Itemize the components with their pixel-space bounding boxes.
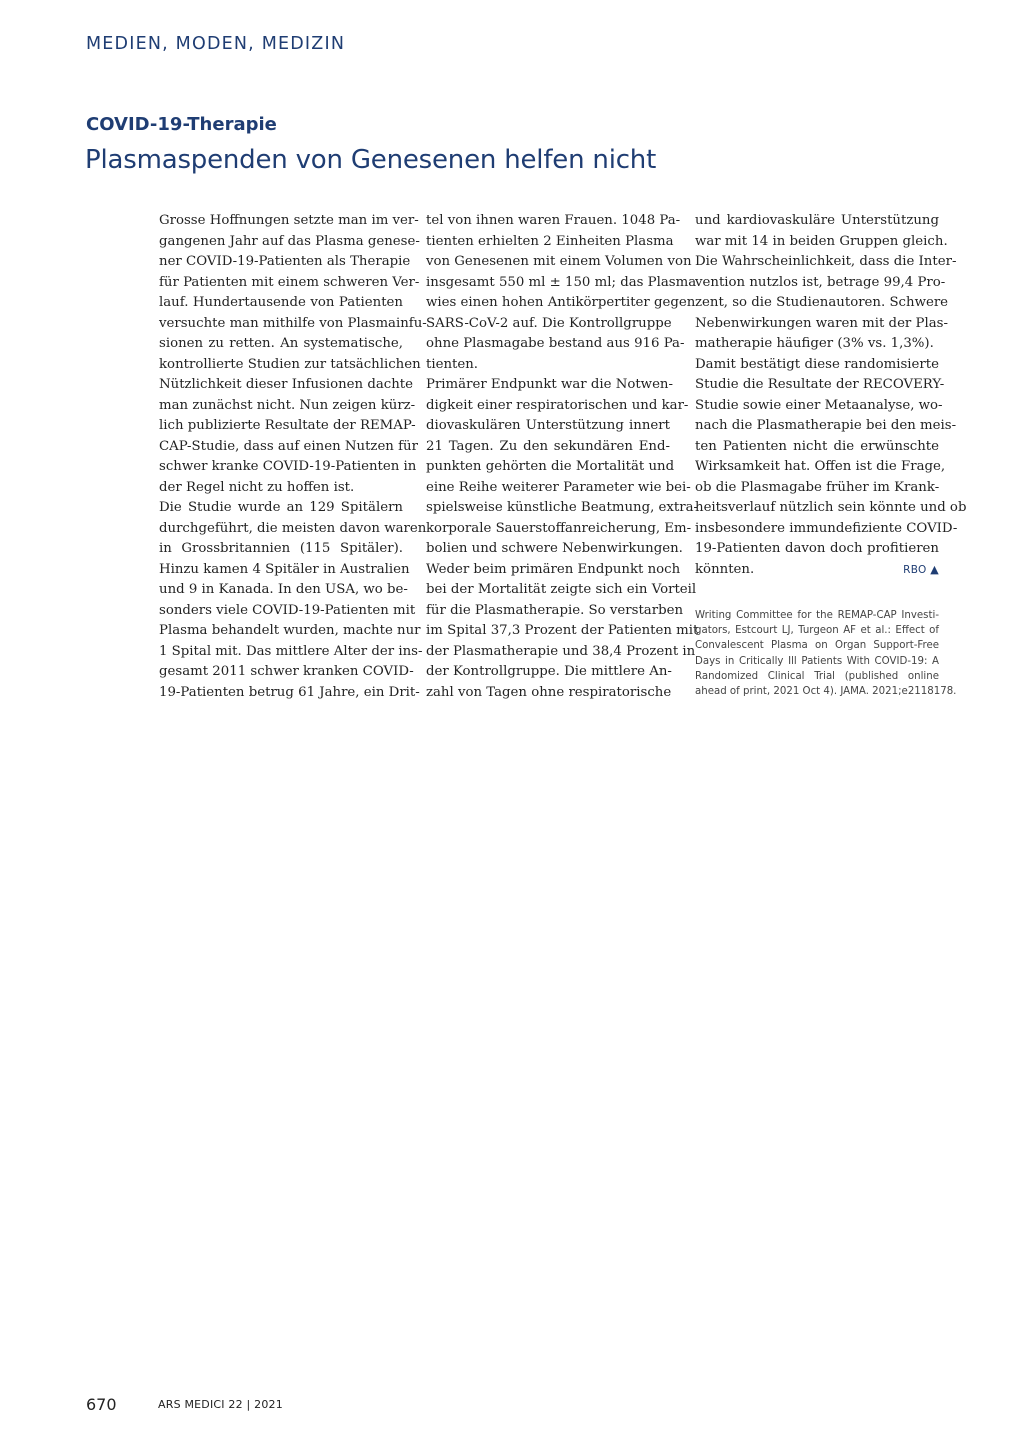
- column-text: [426, 211, 699, 703]
- text-line: in Grossbritannien (115 Spitäler).: [159, 541, 403, 556]
- reference-line: ahead of print, 2021 Oct 4). JAMA. 2021;e2118178.: [695, 686, 957, 698]
- text-line: Weder beim primären Endpunkt noch: [426, 561, 681, 577]
- text-line: versuchte man mithilfe von Plasmainfu-: [159, 315, 427, 331]
- text-line: zent, so die Studienautoren. Schwere: [695, 295, 949, 310]
- text-line: Nebenwirkungen waren mit der Plas-: [695, 315, 948, 331]
- text-line: der Regel nicht zu hoffen ist.: [159, 479, 355, 495]
- text-line: im Spital 37,3 Prozent der Patienten mit: [426, 623, 699, 638]
- reference-line: Writing Committee for the REMAP-CAP Investi-: [695, 610, 939, 621]
- page-number: 670: [86, 1395, 117, 1414]
- text-line: diovaskulären Unterstützung innert: [426, 418, 670, 433]
- text-line: ob die Plasmagabe früher im Krank-: [695, 479, 940, 495]
- text-line: schwer kranke COVID-19-Patienten in: [159, 459, 417, 474]
- text-line: war mit 14 in beiden Gruppen gleich.: [695, 233, 948, 249]
- text-line: tienten.: [426, 356, 479, 372]
- text-line: lauf. Hundertausende von Patienten: [159, 295, 403, 310]
- text-line: Nützlichkeit dieser Infusionen dachte: [159, 377, 413, 392]
- article-title: Plasmaspenden von Genesenen helfen nicht: [85, 145, 657, 175]
- text-line: 19-Patienten betrug 61 Jahre, ein Drit-: [159, 684, 420, 700]
- text-line: gangenen Jahr auf das Plasma genese-: [159, 233, 420, 249]
- text-line: insgesamt 550 ml ± 150 ml; das Plasma: [426, 274, 697, 290]
- text-line: ten Patienten nicht die erwünschte: [695, 438, 939, 454]
- text-line: nach die Plasmatherapie bei den meis-: [695, 418, 957, 433]
- text-line: durchgeführt, die meisten davon waren: [159, 520, 427, 536]
- text-line: insbesondere immundefiziente COVID-: [695, 520, 958, 536]
- text-line: bolien und schwere Nebenwirkungen.: [426, 541, 683, 556]
- text-line: eine Reihe weiterer Parameter wie bei-: [426, 479, 691, 495]
- reference-line: Randomized Clinical Trial (published online: [695, 670, 939, 682]
- column-text: [695, 211, 967, 580]
- text-column-3: [695, 211, 967, 580]
- text-line: SARS-CoV-2 auf. Die Kontrollgruppe: [426, 315, 672, 331]
- text-line: spielsweise künstliche Beatmung, extra-: [426, 500, 699, 515]
- text-line: 19-Patienten davon doch profitieren: [695, 541, 939, 556]
- text-line: gesamt 2011 schwer kranken COVID-: [159, 664, 414, 679]
- text-line: Studie die Resultate der RECOVERY-: [695, 377, 945, 392]
- text-line: tel von ihnen waren Frauen. 1048 Pa-: [426, 213, 681, 228]
- text-line: Grosse Hoffnungen setzte man im ver-: [159, 213, 419, 228]
- reference-line: gators, Estcourt LJ, Turgeon AF et al.: Effect of: [695, 625, 939, 637]
- column-text: [159, 211, 427, 703]
- text-column-1: [159, 211, 427, 703]
- text-line: korporale Sauerstoffanreicherung, Em-: [426, 520, 692, 536]
- text-line: bei der Mortalität zeigte sich ein Vorteil: [426, 582, 697, 597]
- text-line: digkeit einer respiratorischen und kar-: [426, 397, 689, 413]
- text-line: punkten gehörten die Mortalität und: [426, 459, 675, 474]
- article-kicker: COVID-19-Therapie: [86, 114, 277, 135]
- text-line: könnten.: [695, 561, 755, 577]
- text-line: Die Studie wurde an 129 Spitälern: [159, 500, 403, 515]
- text-line: CAP-Studie, dass auf einen Nutzen für: [159, 438, 418, 454]
- text-line: Primärer Endpunkt war die Notwen-: [426, 377, 673, 392]
- text-line: der Kontrollgruppe. Die mittlere An-: [426, 664, 672, 679]
- text-line: ohne Plasmagabe bestand aus 916 Pa-: [426, 336, 685, 351]
- text-line: Hinzu kamen 4 Spitäler in Australien: [159, 561, 410, 577]
- text-column-2: [426, 211, 699, 703]
- section-header: MEDIEN, MODEN, MEDIZIN: [86, 34, 346, 54]
- text-line: ner COVID-19-Patienten als Therapie: [159, 254, 411, 269]
- text-line: kontrollierte Studien zur tatsächlichen: [159, 356, 421, 372]
- text-line: man zunächst nicht. Nun zeigen kürz-: [159, 397, 416, 413]
- text-line: sonders viele COVID-19-Patienten mit: [159, 602, 416, 618]
- text-line: 21 Tagen. Zu den sekundären End-: [426, 438, 670, 454]
- text-line: matherapie häufiger (3% vs. 1,3%).: [695, 336, 934, 351]
- reference-line: Days in Critically Ill Patients With COVID-19: A: [695, 655, 939, 667]
- text-line: sionen zu retten. An systematische,: [159, 336, 403, 351]
- text-line: Die Wahrscheinlichkeit, dass die Inter-: [695, 254, 957, 269]
- text-line: Plasma behandelt wurden, machte nur: [159, 623, 421, 638]
- text-line: für die Plasmatherapie. So verstarben: [426, 602, 684, 618]
- text-line: vention nutzlos ist, betrage 99,4 Pro-: [695, 274, 946, 290]
- text-line: der Plasmatherapie und 38,4 Prozent in: [426, 643, 696, 659]
- reference-line: Convalescent Plasma on Organ Support-Free: [695, 640, 939, 652]
- text-line: tienten erhielten 2 Einheiten Plasma: [426, 233, 674, 249]
- text-line: und 9 in Kanada. In den USA, wo be-: [159, 582, 408, 597]
- text-line: und kardiovaskuläre Unterstützung: [695, 213, 939, 228]
- triangle-end-icon: ▲: [930, 562, 939, 576]
- text-line: 1 Spital mit. Das mittlere Alter der ins-: [159, 643, 423, 659]
- journal-issue: ARS MEDICI 22 | 2021: [158, 1398, 283, 1411]
- text-line: wies einen hohen Antikörpertiter gegen: [426, 295, 696, 310]
- text-line: Damit bestätigt diese randomisierte: [695, 356, 939, 372]
- text-line: für Patienten mit einem schweren Ver-: [159, 274, 420, 290]
- author-initials: RBO: [903, 563, 927, 576]
- text-line: lich publizierte Resultate der REMAP-: [159, 418, 416, 433]
- reference-citation: [695, 608, 957, 699]
- author-signature: [903, 560, 939, 581]
- text-line: zahl von Tagen ohne respiratorische: [426, 684, 672, 700]
- text-line: heitsverlauf nützlich sein könnte und ob: [695, 500, 967, 515]
- text-line: Studie sowie einer Metaanalyse, wo-: [695, 397, 943, 413]
- text-line: von Genesenen mit einem Volumen von: [426, 254, 692, 269]
- last-line-with-author: [695, 560, 939, 581]
- text-line: Wirksamkeit hat. Offen ist die Frage,: [695, 459, 946, 474]
